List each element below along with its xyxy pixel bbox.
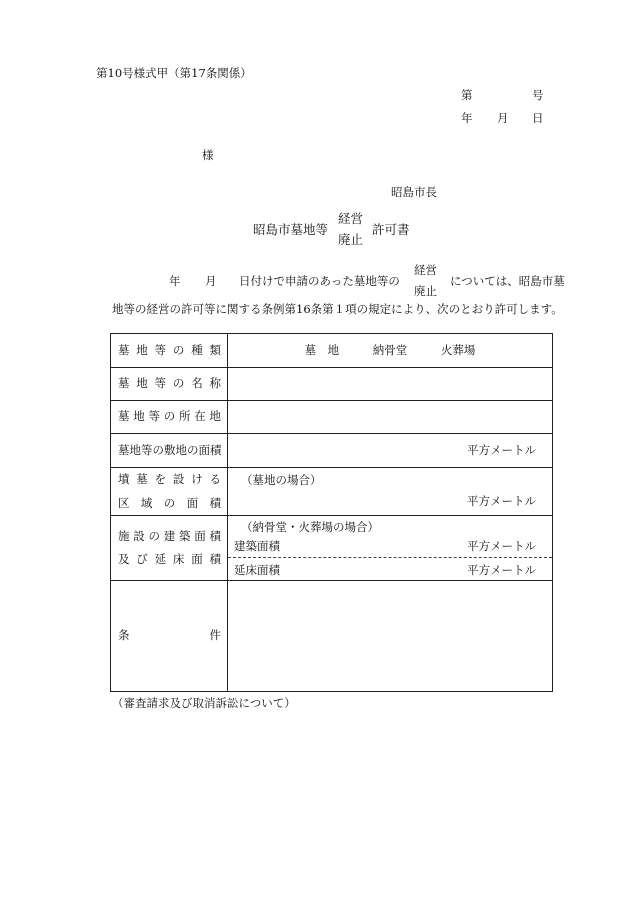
label-line: 墓 地 等 の 所 在 地 xyxy=(118,409,221,424)
site-area-cell[interactable] xyxy=(228,434,553,468)
body-year: 年 xyxy=(169,274,181,288)
location-input-cell[interactable] xyxy=(228,401,553,434)
number-prefix: 第 xyxy=(461,88,473,102)
label-conditions xyxy=(111,581,228,692)
label-grave-area xyxy=(111,468,228,516)
body-option-top: 経営 xyxy=(414,263,437,277)
body-options xyxy=(414,265,437,297)
floor-area-unit[interactable]: 平方メートル xyxy=(467,563,536,577)
table-row-site-area xyxy=(111,434,553,468)
option-bochi[interactable]: 墓 地 xyxy=(304,342,340,357)
table-row-conditions xyxy=(111,581,553,692)
label-name xyxy=(111,368,228,401)
date-day: 日 xyxy=(532,111,544,125)
building-area-cell xyxy=(228,516,553,581)
grave-area-unit: 平方メートル xyxy=(467,494,536,508)
title-option-bottom: 廃止 xyxy=(338,231,364,247)
label-line-2: 区 域 の 面 積 xyxy=(118,495,221,510)
label-site-area: 墓地等の敷地の面積 xyxy=(111,434,228,468)
form-number: 第10号様式甲（第17条関係） xyxy=(96,66,252,80)
site-area-unit: 平方メートル xyxy=(467,443,536,457)
label-line-1: 施 設 の 建 築 面 積 xyxy=(118,528,221,543)
building-area-unit[interactable]: 平方メートル xyxy=(467,539,536,553)
date-year: 年 xyxy=(461,111,473,125)
name-input-cell[interactable] xyxy=(228,368,553,401)
option-nokotsudo[interactable]: 納骨堂 xyxy=(372,342,408,357)
table-row-grave-area xyxy=(111,468,553,516)
body-text2: については、昭島市墓 xyxy=(450,274,565,288)
title-options xyxy=(338,213,363,246)
label-line: 条 件 xyxy=(118,628,221,643)
issuer-name: 昭島市長 xyxy=(391,185,437,199)
label-line: 墓 地 等 の 種 類 xyxy=(118,342,221,357)
label-location xyxy=(111,401,228,434)
grave-area-cell[interactable] xyxy=(228,468,553,516)
title-suffix: 許可書 xyxy=(372,222,410,237)
floor-area-label: 延床面積 xyxy=(234,563,280,577)
title-prefix: 昭島市墓地等 xyxy=(253,222,329,237)
label-line-1: 墳 墓 を 設 け る xyxy=(118,472,221,486)
body-text1: 日付けで申請のあった墓地等の xyxy=(239,274,400,288)
title-option-top: 経営 xyxy=(338,211,364,226)
label-line: 墓 地 等 の 名 称 xyxy=(118,376,221,391)
body-option-bottom: 廃止 xyxy=(414,283,437,298)
label-type xyxy=(111,334,228,368)
date-month: 月 xyxy=(497,111,509,125)
building-area-label: 建築面積 xyxy=(234,539,280,553)
table-row-building-area xyxy=(111,516,553,581)
table-row-location xyxy=(111,401,553,434)
type-options-cell xyxy=(228,334,553,368)
label-line-2: 及 び 延 床 面 積 xyxy=(118,552,221,566)
body-line2: 地等の経営の許可等に関する条例第16条第１項の規定により、次のとおり許可します。 xyxy=(112,302,563,316)
table-row-type xyxy=(111,334,553,368)
building-area-caption: （納骨堂・火葬場の場合） xyxy=(241,520,379,534)
table-row-name xyxy=(111,368,553,401)
permit-table xyxy=(110,333,553,692)
dashed-divider xyxy=(228,557,552,558)
label-building-area xyxy=(111,516,228,581)
conditions-input-cell[interactable] xyxy=(228,581,553,692)
footer-note: （審査請求及び取消訴訟について） xyxy=(112,696,296,710)
addressee-honorific: 様 xyxy=(202,148,214,162)
option-kasoba[interactable]: 火葬場 xyxy=(440,342,476,357)
number-suffix: 号 xyxy=(532,88,544,102)
grave-area-caption: （墓地の場合） xyxy=(241,473,322,487)
body-month: 月 xyxy=(205,274,217,288)
